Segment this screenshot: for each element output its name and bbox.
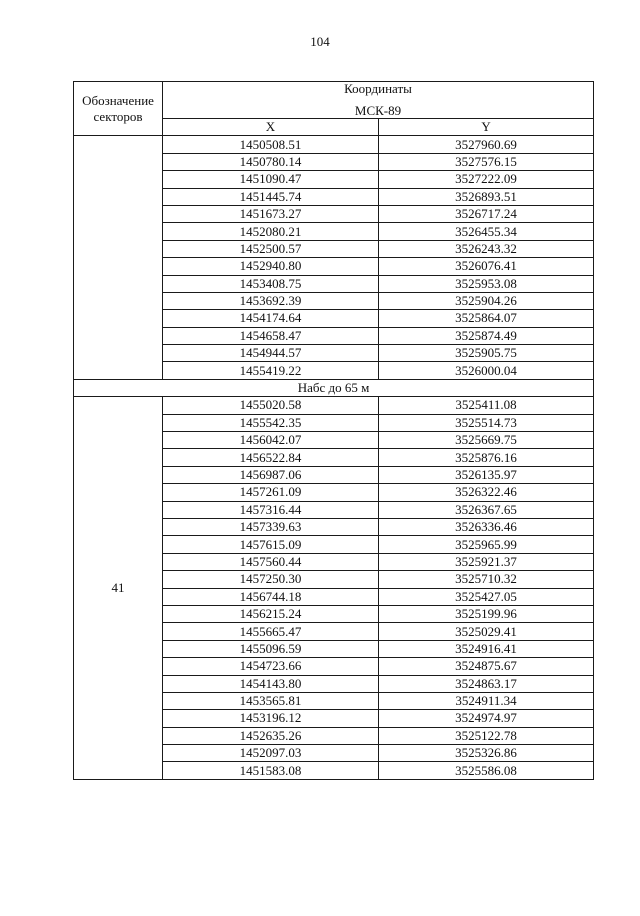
y-coordinate-cell: 3524863.17: [379, 675, 594, 692]
y-coordinate-cell: 3525411.08: [379, 397, 594, 414]
x-coordinate-cell: 1454723.66: [163, 658, 379, 675]
x-coordinate-cell: 1451445.74: [163, 188, 379, 205]
y-coordinate-cell: 3525427.05: [379, 588, 594, 605]
y-coordinate-cell: 3525122.78: [379, 727, 594, 744]
y-coordinate-cell: 3525953.08: [379, 275, 594, 292]
x-coordinate-cell: 1452940.80: [163, 258, 379, 275]
x-coordinate-cell: 1452097.03: [163, 745, 379, 762]
column-header-y: Y: [379, 119, 594, 136]
group2-rows: [74, 397, 594, 780]
x-coordinate-cell: 1452080.21: [163, 223, 379, 240]
x-coordinate-cell: 1454174.64: [163, 310, 379, 327]
y-coordinate-cell: 3526135.97: [379, 466, 594, 483]
coordinates-title: Координаты: [344, 81, 412, 96]
y-coordinate-cell: 3525904.26: [379, 292, 594, 309]
height-note: Набс до 65 м: [74, 379, 594, 396]
x-coordinate-cell: 1453565.81: [163, 692, 379, 709]
y-coordinate-cell: 3525710.32: [379, 571, 594, 588]
y-coordinate-cell: 3524875.67: [379, 658, 594, 675]
x-coordinate-cell: 1454143.80: [163, 675, 379, 692]
y-coordinate-cell: 3527222.09: [379, 171, 594, 188]
y-coordinate-cell: 3525864.07: [379, 310, 594, 327]
y-coordinate-cell: 3525326.86: [379, 745, 594, 762]
x-coordinate-cell: 1453196.12: [163, 710, 379, 727]
coordinates-header: [163, 82, 594, 119]
y-coordinate-cell: 3525669.75: [379, 432, 594, 449]
x-coordinate-cell: 1454658.47: [163, 327, 379, 344]
x-coordinate-cell: 1451583.08: [163, 762, 379, 779]
x-coordinate-cell: 1452500.57: [163, 240, 379, 257]
x-coordinate-cell: 1454944.57: [163, 345, 379, 362]
x-coordinate-cell: 1456042.07: [163, 432, 379, 449]
x-coordinate-cell: 1455419.22: [163, 362, 379, 379]
y-coordinate-cell: 3526717.24: [379, 205, 594, 222]
x-coordinate-cell: 1457339.63: [163, 518, 379, 535]
y-coordinate-cell: 3524916.41: [379, 640, 594, 657]
sector-label-line2: секторов: [93, 108, 143, 124]
y-coordinate-cell: 3526243.32: [379, 240, 594, 257]
x-coordinate-cell: 1453692.39: [163, 292, 379, 309]
x-coordinate-cell: 1457250.30: [163, 571, 379, 588]
coordinate-system: МСК-89: [354, 103, 402, 118]
x-coordinate-cell: 1455665.47: [163, 623, 379, 640]
x-coordinate-cell: 1457615.09: [163, 536, 379, 553]
x-coordinate-cell: 1456522.84: [163, 449, 379, 466]
y-coordinate-cell: 3526322.46: [379, 484, 594, 501]
sector-label-line1: Обозначение: [82, 92, 154, 108]
y-coordinate-cell: 3526336.46: [379, 518, 594, 535]
y-coordinate-cell: 3527576.15: [379, 153, 594, 170]
x-coordinate-cell: 1450780.14: [163, 153, 379, 170]
x-coordinate-cell: 1451673.27: [163, 205, 379, 222]
x-coordinate-cell: 1455096.59: [163, 640, 379, 657]
y-coordinate-cell: 3526893.51: [379, 188, 594, 205]
y-coordinate-cell: 3525874.49: [379, 327, 594, 344]
y-coordinate-cell: 3525199.96: [379, 605, 594, 622]
x-coordinate-cell: 1457316.44: [163, 501, 379, 518]
x-coordinate-cell: 1456987.06: [163, 466, 379, 483]
x-coordinate-cell: 1451090.47: [163, 171, 379, 188]
y-coordinate-cell: 3525905.75: [379, 345, 594, 362]
y-coordinate-cell: 3526455.34: [379, 223, 594, 240]
y-coordinate-cell: 3525586.08: [379, 762, 594, 779]
page-number: 104: [310, 34, 330, 49]
x-coordinate-cell: 1456744.18: [163, 588, 379, 605]
x-coordinate-cell: 1457560.44: [163, 553, 379, 570]
sector-designation-cell: [74, 136, 163, 379]
y-coordinate-cell: 3524974.97: [379, 710, 594, 727]
y-coordinate-cell: 3524911.34: [379, 692, 594, 709]
coordinates-table: [73, 81, 594, 780]
sector-designation-cell: 41: [74, 397, 163, 780]
x-coordinate-cell: 1452635.26: [163, 727, 379, 744]
y-coordinate-cell: 3525921.37: [379, 553, 594, 570]
y-coordinate-cell: 3525965.99: [379, 536, 594, 553]
x-coordinate-cell: 1453408.75: [163, 275, 379, 292]
x-coordinate-cell: 1455020.58: [163, 397, 379, 414]
group1-rows: [74, 136, 594, 379]
table-row: [74, 136, 594, 153]
y-coordinate-cell: 3527960.69: [379, 136, 594, 153]
y-coordinate-cell: 3526076.41: [379, 258, 594, 275]
y-coordinate-cell: 3525029.41: [379, 623, 594, 640]
x-coordinate-cell: 1455542.35: [163, 414, 379, 431]
x-coordinate-cell: 1450508.51: [163, 136, 379, 153]
x-coordinate-cell: 1456215.24: [163, 605, 379, 622]
column-header-x: X: [163, 119, 379, 136]
sector-column-header: [74, 82, 163, 136]
y-coordinate-cell: 3525514.73: [379, 414, 594, 431]
y-coordinate-cell: 3525876.16: [379, 449, 594, 466]
table-row: [74, 397, 594, 414]
x-coordinate-cell: 1457261.09: [163, 484, 379, 501]
y-coordinate-cell: 3526367.65: [379, 501, 594, 518]
y-coordinate-cell: 3526000.04: [379, 362, 594, 379]
